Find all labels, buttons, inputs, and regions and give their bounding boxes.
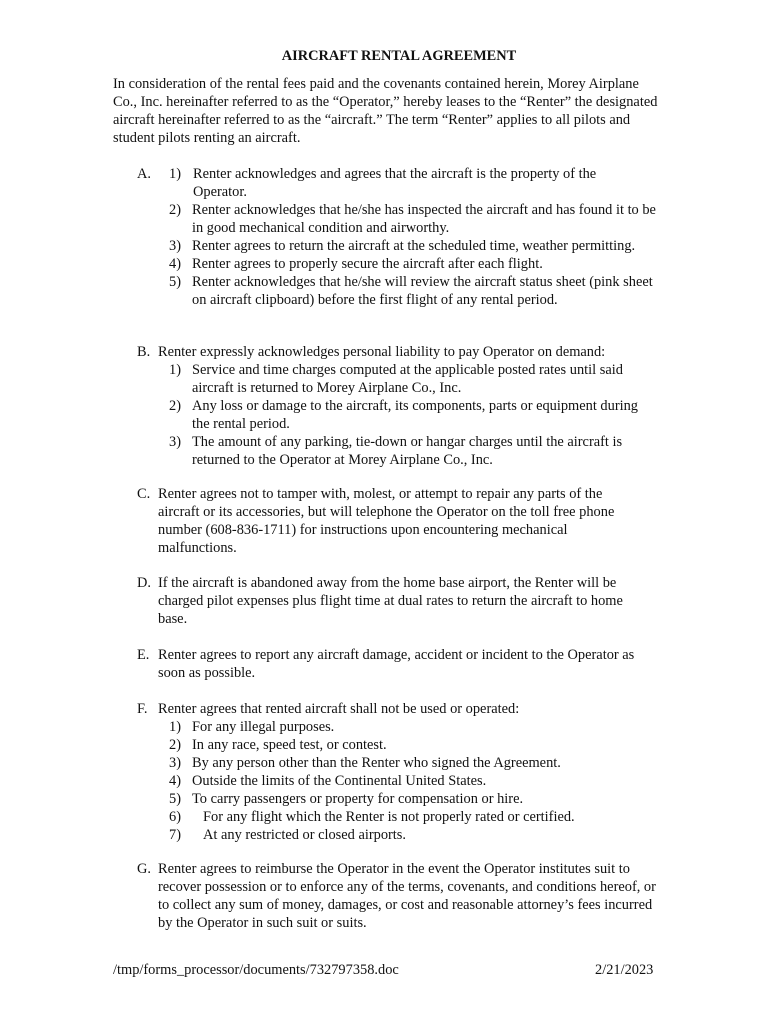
item-text: Service and time charges computed at the applicable posted rates until said aircraft is returned to Morey Airplane Co., Inc. [192, 362, 623, 396]
item-text: Renter acknowledges and agrees that the aircraft is the property of the Operator. [193, 166, 597, 200]
intro-paragraph: In consideration of the rental fees paid and the covenants contained herein, Morey Airplane Co., Inc. hereinafter referred to as the “Operator,” hereby leases to the “Renter” the designated aircraft hereinafter referred to as the “aircraft.” The term “Renter” applies to all pilots and student pilots renting an aircraft. [113, 76, 658, 146]
item-text: The amount of any parking, tie-down or hangar charges until the aircraft is returned to the Operator at Morey Airplane Co., Inc. [192, 434, 623, 468]
list-item [113, 433, 657, 469]
list-item [113, 165, 646, 201]
item-number: 5) [169, 791, 181, 807]
list-item [113, 397, 657, 433]
section-letter: F. [137, 701, 148, 717]
section-text: Renter agrees not to tamper with, molest, or attempt to repair any parts of the aircraft or its accessories, but will telephone the Operator on the toll free phone number (608-836-1711) for instructions upon encountering mechanical malfunctions. [158, 486, 615, 556]
item-text: For any flight which the Renter is not properly rated or certified. [203, 809, 575, 825]
footer-document-path: /tmp/forms_processor/documents/732797358.doc [113, 962, 399, 978]
item-number: 3) [169, 238, 181, 254]
item-number: 1) [169, 166, 181, 182]
section-text: If the aircraft is abandoned away from the home base airport, the Renter will be charged pilot expenses plus flight time at dual rates to return the aircraft to home base. [158, 575, 623, 627]
section-letter: A. [137, 166, 151, 182]
item-text: Renter agrees to return the aircraft at the scheduled time, weather permitting. [192, 238, 636, 254]
list-item [113, 772, 657, 790]
section-a [113, 165, 673, 309]
item-text: By any person other than the Renter who signed the Agreement. [192, 755, 561, 771]
item-number: 5) [169, 274, 181, 290]
section-d [113, 574, 673, 628]
list-item [113, 826, 668, 844]
item-number: 1) [169, 362, 181, 378]
item-number: 4) [169, 256, 181, 272]
item-number: 1) [169, 719, 181, 735]
section-g [113, 860, 673, 932]
item-text: In any race, speed test, or contest. [192, 737, 387, 753]
item-text: Any loss or damage to the aircraft, its components, parts or equipment during the rental period. [192, 398, 639, 432]
list-item [113, 201, 657, 237]
list-item [113, 255, 657, 273]
item-text: Renter agrees to properly secure the aircraft after each flight. [192, 256, 543, 272]
item-text: For any illegal purposes. [192, 719, 335, 735]
list-item [113, 237, 657, 255]
section-f [113, 700, 673, 844]
section-letter: E. [137, 647, 150, 663]
item-number: 7) [169, 827, 181, 843]
item-number: 2) [169, 202, 181, 218]
list-item [113, 273, 657, 309]
section-text: Renter expressly acknowledges personal liability to pay Operator on demand: [158, 344, 606, 360]
item-number: 2) [169, 398, 181, 414]
section-e [113, 646, 673, 682]
footer-date: 2/21/2023 [595, 962, 654, 978]
item-number: 3) [169, 434, 181, 450]
list-item [113, 361, 657, 397]
section-letter: D. [137, 575, 151, 591]
item-number: 4) [169, 773, 181, 789]
section-text: Renter agrees that rented aircraft shall not be used or operated: [158, 701, 520, 717]
section-b [113, 343, 673, 469]
list-item [113, 718, 657, 736]
item-text: At any restricted or closed airports. [203, 827, 407, 843]
item-text: Renter acknowledges that he/she will review the aircraft status sheet (pink sheet on aircraft clipboard) before the first flight of any rental period. [192, 274, 653, 308]
item-text: Outside the limits of the Continental United States. [192, 773, 487, 789]
item-number: 2) [169, 737, 181, 753]
section-text: Renter agrees to reimburse the Operator in the event the Operator institutes suit to recover possession or to enforce any of the terms, covenants, and conditions hereof, or to collect any sum of money, damages, or cost and reasonable attorney’s fees incurred by the Operator in such suit or suits. [158, 861, 656, 931]
section-text: Renter agrees to report any aircraft damage, accident or incident to the Operator as soon as possible. [158, 647, 635, 681]
item-number: 6) [169, 809, 181, 825]
document-title: AIRCRAFT RENTAL AGREEMENT [281, 48, 517, 64]
section-c [113, 485, 673, 557]
list-item [113, 754, 657, 772]
item-text: To carry passengers or property for compensation or hire. [192, 791, 524, 807]
item-number: 3) [169, 755, 181, 771]
section-letter: G. [137, 861, 151, 877]
list-item [113, 736, 657, 754]
list-item [113, 808, 668, 826]
item-text: Renter acknowledges that he/she has inspected the aircraft and has found it to be in good mechanical condition and airworthy. [192, 202, 656, 236]
section-letter: C. [137, 486, 151, 502]
section-letter: B. [137, 344, 151, 360]
list-item [113, 790, 657, 808]
